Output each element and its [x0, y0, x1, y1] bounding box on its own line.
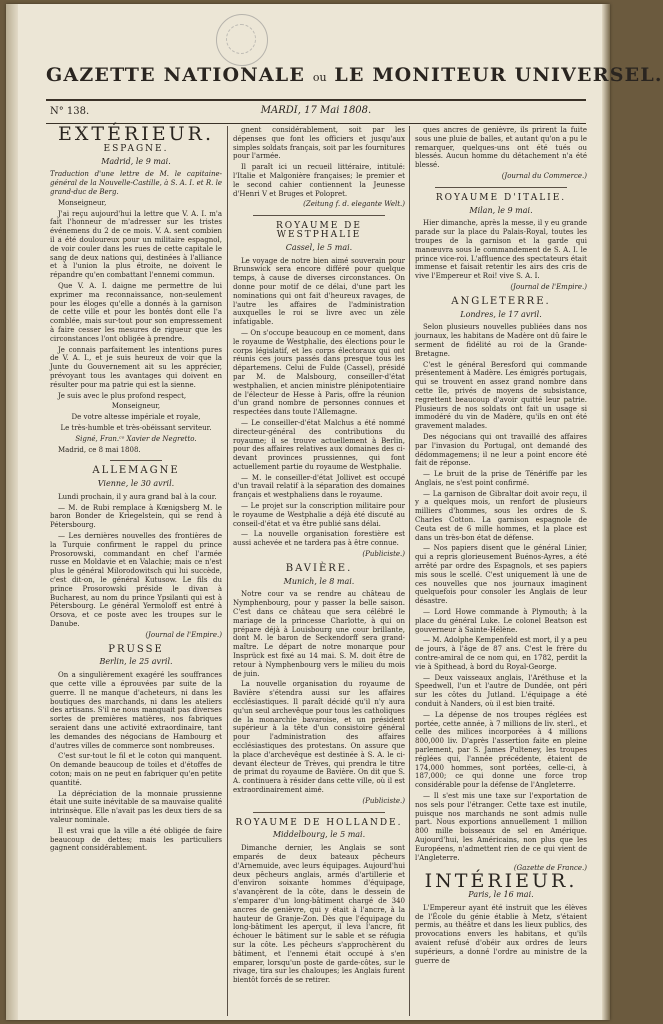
closing-line: Le très-humble et très-obéissant serviteur. — [60, 423, 212, 432]
paragraph: L'Empereur ayant été instruit que les élèves de l'École du génie établie à Metz, s'étaient permis, au théâtre et dans les lieux publics, des provocations envers les habitans, et qu'ils avaient refusé d'obéir aux ordres de leurs supérieurs, a donné l'ordre au ministre de la guerre de — [415, 903, 587, 965]
paragraph: — Lord Howe commande à Plymouth; à la place du général Luke. Le colonel Beatson est gouverneur à Sainte-Hélène. — [415, 608, 587, 634]
paragraph: — Le projet sur la conscription militaire pour le royaume de Westphalie a déjà été discuté au conseil-d'état et va être publié sans délai. — [233, 502, 405, 528]
masthead-ou: ou — [312, 71, 327, 84]
divider — [253, 215, 385, 216]
paragraph: — M. le conseiller-d'état Jollivet est occupé d'un travail relatif à la séparation des domaines français et westphaliens dans le royaume. — [233, 473, 405, 500]
dateline-berlin: Berlin, le 25 avril. — [99, 657, 173, 667]
binding-edge — [6, 4, 18, 1020]
paragraph: — Nos papiers disent que le général Linier, qui a repris glorieusement Buénos-Ayres, a été arrêté par ordre des Espagnols, et ses papiers mis sous le scellé. C'est uniquement là une de ces nouvelles que nos journaux imaginent quelquefois pour consoler les Anglais de leur désastre. — [415, 544, 587, 606]
column-1 — [50, 123, 222, 1016]
article-intro: Traduction d'une lettre de M. le capitaine-général de la Nouvelle-Castille, à S. A. I. et R. le grand-duc de Berg. — [50, 170, 222, 196]
paragraph: — M. Adolphe Kempenfeld est mort, il y a peu de jours, à l'âge de 87 ans. C'est le frère du contre-amiral de ce nom qui, en 1782, perdit la vie à Spithead, à bord du Royal-George. — [415, 636, 587, 671]
paragraph: — Le conseiller-d'état Malchus a été nommé directeur-général des contributions du royaume; il se trouve actuellement à Berlin, pour des affaires relatives aux domaines des ci-devant provinces prussiennes, qui font actuellement partie du royaume de Westphalie. — [233, 418, 405, 471]
source-citation: (Gazette de France.) — [513, 864, 587, 873]
paragraph: — M. de Rubi remplace à Kœnigsberg M. le baron Bonder de Kriegelstein, qui se rend à Pétersbourg. — [50, 503, 222, 530]
page-edge — [602, 4, 610, 1020]
paragraph: ques ancres de genièvre, ils prirent la fuite sous une pluie de balles, et autant qu'on a pu le remarquer, quelques-uns ont été tués ou blessés. Aucun homme du détachement n'a été blessé. — [415, 126, 587, 170]
dateline-middelbourg: Middelbourg, le 5 mai. — [272, 830, 366, 840]
issue-date: MARDI, 17 Mai 1808. — [260, 105, 372, 116]
paragraph: Notre cour va se rendre au château de Nymphenbourg, pour y passer la belle saison. C'est dans ce château que sera célébré le mariage de la princesse Charlotte, à qui on prépare déjà à Louisbourg une cour brillante, dont M. le baron de Seckendorff sera grand-maître. Le départ de notre monarque pour Insprück est fixé au 14 mai. S. M. doit être de retour à Nymphenbourg vers le milieu du mois de juin. — [233, 590, 405, 678]
source-citation: (Journal de l'Empire.) — [510, 282, 587, 291]
dateline-cassel: Cassel, le 5 mai. — [285, 242, 353, 252]
column-rule — [409, 126, 410, 1016]
section-title-prusse: PRUSSE — [108, 643, 164, 655]
paragraph: Hier dimanche, après la messe, il y eu grande parade sur la place du Palais-Royal, toutes les troupes de la garnison et la garde qui manœuvra sous le commandement de S. A. I. le prince vice-roi. L'affluence des spectateurs était immense et faisait retentir les airs des cris de vive l'Empereur et Roi! vive S. A. I. — [415, 219, 587, 281]
source-citation: (Publiciste.) — [362, 550, 405, 559]
masthead-left: GAZETTE NATIONALE — [46, 64, 306, 86]
paragraph: Je connais parfaitement les intentions pures de V. A. I., et je suis heureux de voir que la Junte du Gouvernement ait su les apprécier, prévoyant tous les avantages qui doivent en résulter pour ma patrie qui est la sienne. — [50, 345, 222, 389]
source-citation: (Journal de l'Empire.) — [145, 630, 222, 639]
paragraph: — La dépense de nos troupes réglées est portée, cette année, à 7 millions de liv. sterl., et celle des milices incorporées à 4 millions 800,000 liv. D'après l'assertion faite en pleine parlement, par S. James Pulteney, les troupes réglées qui, l'année précédente, étaient de 174,000 hommes, sont portées, celle-ci, à 187,000; ce qui donne une force trop considérable pour la défense de l'Angleterre. — [415, 710, 587, 790]
dateline-munich: Munich, le 8 mai. — [283, 576, 355, 586]
section-title-italie: ROYAUME D'ITALIE. — [435, 192, 567, 203]
dateline-vienne: Vienne, le 30 avril. — [97, 479, 175, 489]
section-title-angleterre: ANGLETERRE. — [451, 295, 551, 307]
newspaper-page — [6, 4, 663, 1020]
masthead — [46, 64, 663, 86]
dateline-londres: Londres, le 17 avril. — [460, 309, 542, 319]
source-citation: (Zeitung f. d. elegante Welt.) — [303, 200, 405, 209]
paragraph: Que V. A. I. daigne me permettre de lui exprimer ma reconnaissance, non-seulement pour les éloges qu'elle a donnés à la garnison de cette ville et pour les bontés dont elle l'a comblée, mais sur-tout pour son empressement à faire cesser les mesures de rigueur que les circonstances l'ont obligée à prendre. — [50, 281, 222, 343]
source-citation: (Publiciste.) — [362, 796, 405, 805]
section-title-westphalie: ROYAUME DE WESTPHALIE — [276, 221, 362, 240]
paragraph: C'est le général Beresford qui commande présentement à Madère. Les émigrés portugais, qui se trouvent en assez grand nombre dans cette île, privés de moyens de subsistance, regrettent beaucoup d'avoir quitté leur patrie. Plusieurs de nos soldats ont fait un usage si immodéré du vin de Madère, qu'ils en ont été gravement malades. — [415, 360, 587, 431]
column-2 — [233, 126, 405, 1016]
paragraph: — Le bruit de la prise de Ténériffe par les Anglais, ne s'est point confirmé. — [415, 470, 587, 487]
paragraph: — Deux vaisseaux anglais, l'Aréthuse et la Speedwell, l'un et l'autre de Dundée, ont péri sur les côtes du Jutland. L'équipage a été conduit à Nanders, où il est bien traité. — [415, 673, 587, 709]
salutation: Monseigneur, — [58, 198, 107, 207]
paragraph: — Il s'est mis une taxe sur l'exportation de nos sels pour l'étranger. Cette taxe est inutile, puisque nos marchands ne sont admis nulle part. Nous exportions annuellement 1 million 800 mille boisseaux de sel en Amérique. Aujourd'hui, les Américains, non plus que les Européens, n'admettent rien de ce qui vient de l'Angleterre. — [415, 791, 587, 862]
source-citation: (Journal du Commerce.) — [501, 171, 587, 180]
library-stamp — [216, 14, 268, 66]
column-3 — [415, 126, 587, 1016]
signature: Signé, Fran.ᶜᵒ Xavier de Negretto. — [75, 434, 197, 443]
dateline-paris: Paris, le 16 mai. — [468, 889, 534, 899]
paragraph: gnent considérablement, soit par les dépenses que font les officiers et jusqu'aux simples soldats français, soit par les fournitures pour l'armée. — [233, 126, 405, 161]
paragraph: Je suis avec le plus profond respect, — [58, 391, 187, 400]
dateline-milan: Milan, le 9 mai. — [469, 205, 533, 215]
column-rule — [227, 126, 228, 1016]
section-title-espagne: ESPAGNE. — [103, 143, 169, 154]
paragraph: Selon plusieurs nouvelles publiées dans nos journaux, les habitans de Madère ont dû faire le serment de fidélité au roi de la Grande-Bretagne. — [415, 323, 587, 358]
paragraph: On a singulièrement exagéré les souffrances que cette ville a éprouvées par suite de la guerre. Il ne manque d'acheteurs, ni dans les boutiques des marchands, ni dans les ateliers des artisans. S'il ne nous manquait pas diverses sortes de premières matières, nos fabriques seraient dans une activité extraordinaire, tant les demandes des négocians de Hambourg et d'autres villes de commerce sont nombreuses. — [50, 671, 222, 750]
closing-line: Monseigneur, — [111, 402, 161, 411]
section-heading-exterieur: EXTÉRIEUR. — [58, 123, 214, 145]
paragraph: Le voyage de notre bien aimé souverain pour Brunswick sera encore différé pour quelque temps, à cause de diverses circonstances. On donne pour motif de ce délai, d'une part les nominations qui ont fait d'heureux ravages, de l'autre les affaires de l'administration auxquelles le roi se livre avec un zèle infatigable. — [233, 256, 405, 327]
paragraph: Il est vrai que la ville a été obligée de faire beaucoup de dettes; mais les particuliers gagnent considérablement. — [50, 826, 222, 853]
paragraph: Il paraît ici un recueil littéraire, intitulé: l'Italie et Malgonière françaises; le premier et le second cahier contiennent la Jeunesse d'Henri V et Bruges et Polopret. — [233, 163, 405, 198]
paragraph: — On s'occupe beaucoup en ce moment, dans le royaume de Westphalie, des élections pour le corps législatif, et les corps électoraux qui ont réunis ces jours passés dans presque tous les départemens. Celui de Fulde (Cassel), présidé par M. de Malsbourg, conseiller-d'état westphalien, et ancien ministre plénipotentiaire de l'électeur de Hesse à Paris, offre la réunion d'un grand nombre de personnes connues et respectées dans toute l'Allemagne. — [233, 328, 405, 417]
dateline-madrid: Madrid, le 9 mai. — [101, 156, 171, 166]
issue-number: N° 138. — [50, 106, 90, 117]
paragraph: C'est sur-tout le fil et le coton qui manquent. On demande beaucoup de toiles et d'étoffes de coton; mais on ne peut en fabriquer qu'en petite quantité. — [50, 752, 222, 787]
masthead-right: LE MONITEUR UNIVERSEL. — [334, 64, 663, 86]
letter-date: Madrid, ce 8 mai 1808. — [58, 445, 141, 454]
paragraph: — Les dernières nouvelles des frontières de la Turquie confirment le rappel du prince Prosorowski, commandant en chef l'armée russe en Moldavie et en Valachie; mais ce n'est plus le général Milorodowitsch qui lui succède, c'est dit-on, le général Kutusow. Le fils du prince Prosorowski préside le divan à Bucharest, au nom du prince Ypsilanti qui est à Pétersbourg. Le général Yermoloff est entré à Orsova, et ce poste avec les troupes sur le Danube. — [50, 532, 222, 629]
paragraph: — La nouvelle organisation forestière est aussi achevée et ne tardera pas à être connue. — [233, 530, 405, 548]
paragraph: J'ai reçu aujourd'hui la lettre que V. A. I. m'a fait l'honneur de m'adresser sur les tristes événemens du 2 de ce mois. V. A. sent combien il a été douloureux pour un militaire espagnol, de voir couler dans les rues de cette capitale le sang de deux nations qui, destinées à l'alliance et à l'union la plus étroite, ne doivent le répandre qu'en combattant l'ennemi commun. — [50, 209, 222, 280]
section-title-allemagne: ALLEMAGNE — [92, 465, 180, 477]
paragraph: Des négocians qui ont travaillé des affaires par l'invasion du Portugal, ont demandé des dédommagemens; il ne leur a point encore été fait de réponse. — [415, 432, 587, 468]
paragraph: La dépréciation de la monnaie prussienne était une suite inévitable de sa mauvaise qualité intrinsèque. Elle n'avait pas les deux tiers de sa valeur nominale. — [50, 789, 222, 824]
paragraph: Lundi prochain, il y aura grand bal à la cour. — [58, 492, 217, 501]
divider — [253, 812, 385, 813]
closing-line: De votre altesse impériale et royale, — [71, 413, 201, 422]
paragraph: La nouvelle organisation du royaume de Bavière s'étendra aussi sur les affaires ecclésiastiques. Il paraît décidé qu'il n'y aura qu'un seul archevêque pour tous les catholiques de la monarchie bavaroise, et un président supérieur à la tête d'un consistoire général pour l'administration des affaires ecclésiastiques des protestans. On assure que la place d'archevêque est destinée à S. A. le ci-devant électeur de Trèves, qui prendra le titre de primat du royaume de Bavière. On dit que S. A. continuera à résider dans cette ville, où il est extraordinairement aimé. — [233, 680, 405, 794]
dateline — [46, 99, 586, 124]
section-heading-interieur: INTÉRIEUR. — [424, 870, 578, 893]
paragraph: Dimanche dernier, les Anglais se sont emparés de deux bateaux pêcheurs d'Arnemuide, avec leurs équipages. Aujourd'hui deux pêcheurs anglais, armés d'artillerie et d'environ soixante hommes d'équipage, s'avançèrent de la côte, dans le dessein de s'emparer d'un long-bâtiment chargé de 340 ancres de genièvre, qui y était à l'ancre, à la hauteur de Granje-Zon. Dès que l'équipage du long-bâtiment les aperçut, il leva l'ancre, fit échouer le bâtiment sur le sable et se réfugia sur la côte. Les pêcheurs s'approchèrent du bâtiment, et l'ennemi était occupé à s'en emparer, lorsqu'un poste de garde-côtes, sur le rivage, tira sur les chaloupes; les Anglais furent bientôt forcés de se retirer. — [233, 844, 405, 985]
section-title-hollande: ROYAUME DE HOLLANDE. — [235, 817, 403, 828]
divider — [435, 187, 567, 188]
section-title-baviere: BAVIÈRE. — [285, 562, 353, 574]
divider — [110, 460, 162, 461]
paragraph: — La garnison de Gibraltar doit avoir reçu, il y a quelques mois, un renfort de plusieurs milliers d'hommes, sous les ordres de S. Charles Cotton. La garnison espagnole de Ceuta est de 6 mille hommes, et la place est dans un très-bon état de défense. — [415, 489, 587, 542]
